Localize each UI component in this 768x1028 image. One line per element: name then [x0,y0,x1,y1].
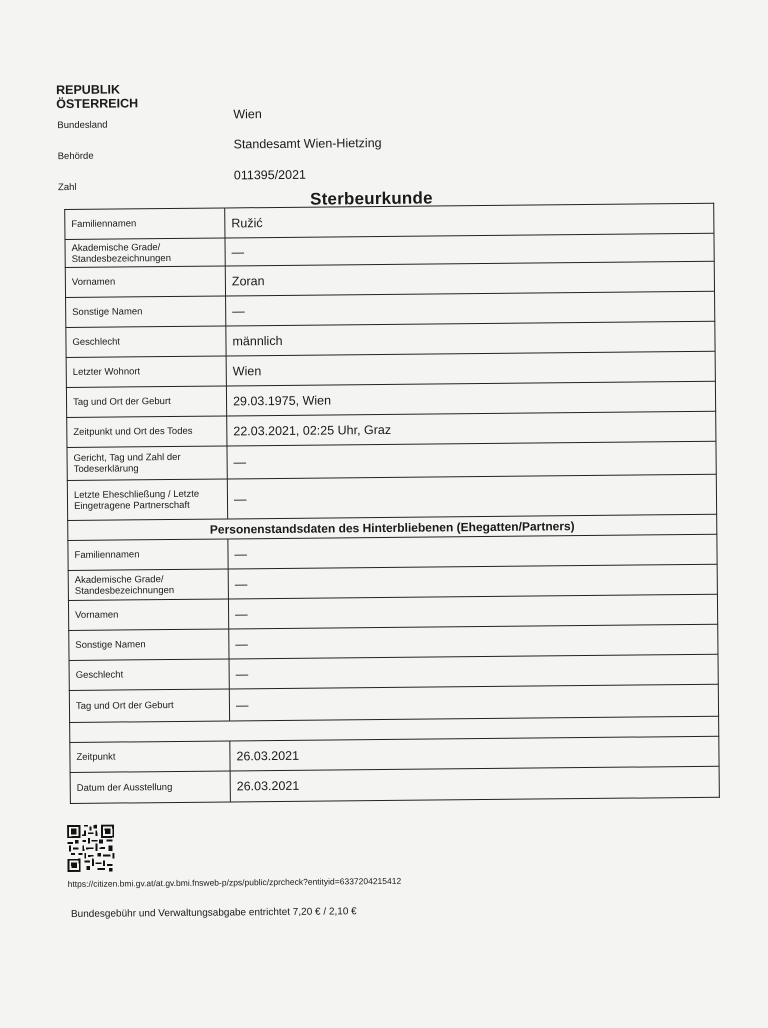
survivor-section-heading: Personenstandsdaten des Hinterbliebenen (Ehegatten/Partners) [68,514,717,540]
field-label: Vornamen [65,266,225,298]
field-label: Sonstige Namen [69,629,229,661]
fee-note: Bundesgebühr und Verwaltungsabgabe entrichtet 7,20 € / 2,10 € [70,906,357,920]
country-line-1: REPUBLIK [55,82,121,98]
document-title: Sterbeurkunde [310,188,433,209]
field-value: — [227,441,716,479]
field-value: Wien [226,351,715,386]
field-value: männlich [226,321,715,356]
country-heading [56,82,138,111]
field-value: — [229,624,718,659]
field-value: 29.03.1975, Wien [226,381,715,416]
field-label: Geschlecht [66,326,226,358]
field-value: — [226,291,715,326]
field-value: — [227,474,716,519]
field-value: — [225,233,714,266]
field-label: Akademische Grade/ Standesbezeichnungen [68,569,228,601]
field-label: Zeitpunkt [70,741,230,773]
verification-url[interactable]: https://citizen.bmi.gv.at/at.gv.bmi.fnsweb-p/zps/public/zprcheck?entityid=6337204215412 [67,875,402,890]
field-value: 26.03.2021 [230,766,719,802]
field-value: — [228,594,717,629]
table-row [70,766,719,803]
bundesland-value: Wien [233,107,262,122]
behoerde-value: Standesamt Wien-Hietzing [233,135,382,152]
field-value: — [228,564,717,599]
bundesland-label: Bundesland [57,119,108,132]
field-value: 26.03.2021 [230,736,719,771]
field-value: Ružić [225,203,714,238]
field-label: Vornamen [68,599,228,631]
field-label: Familiennamen [68,539,228,571]
field-value: Zoran [225,261,714,296]
field-label: Geschlecht [69,659,229,691]
field-value: — [228,534,717,569]
field-label: Letzter Wohnort [66,356,226,388]
field-label: Datum der Ausstellung [70,771,230,804]
zahl-label: Zahl [57,181,77,194]
country-line-2: ÖSTERREICH [56,96,139,112]
field-value: — [229,654,718,689]
field-label: Zeitpunkt und Ort des Todes [67,416,227,448]
zahl-value: 011395/2021 [233,167,307,183]
field-label: Akademische Grade/ Standesbezeichnungen [65,238,225,268]
field-label: Letzte Eheschließung / Letzte Eingetragene Partnerschaft [67,479,227,521]
field-label: Gericht, Tag und Zahl der Todeserklärung [67,446,227,481]
field-label: Tag und Ort der Geburt [66,386,226,418]
table-row [67,474,716,520]
field-value: 22.03.2021, 02:25 Uhr, Graz [227,411,716,446]
field-label: Tag und Ort der Geburt [69,689,229,723]
field-value: — [229,684,718,721]
certificate-table [64,203,720,804]
qr-code [67,825,114,872]
field-label: Familiennamen [65,208,225,240]
field-label: Sonstige Namen [66,296,226,328]
behoerde-label: Behörde [57,150,94,163]
